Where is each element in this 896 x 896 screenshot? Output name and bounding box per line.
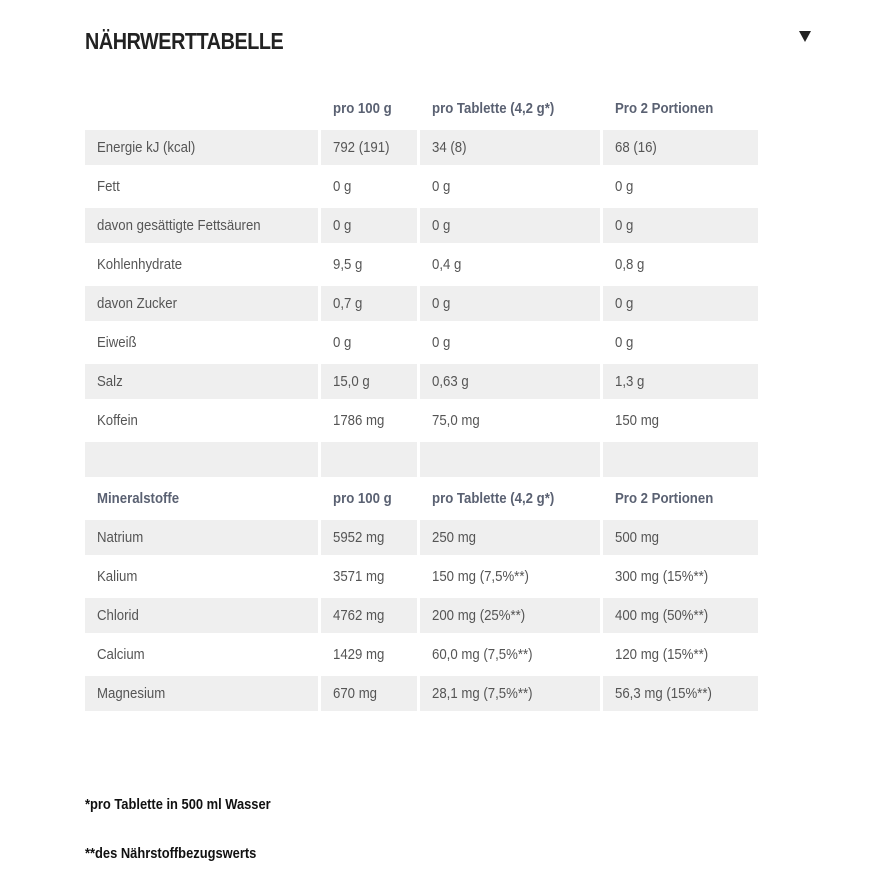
table-cell: 670 mg	[321, 676, 417, 711]
row-label: Calcium	[97, 646, 145, 663]
row-label: davon gesättigte Fettsäuren	[85, 208, 318, 243]
header-cell: Mineralstoffe	[97, 490, 180, 507]
table-cell: 1786 mg	[333, 412, 385, 429]
table-cell: 0 g	[615, 334, 634, 351]
header-cell: pro 100 g	[333, 490, 392, 507]
row-label: Chlorid	[85, 598, 318, 633]
table-cell: 68 (16)	[603, 130, 758, 165]
row-label: Eiweiß	[97, 334, 137, 351]
header-cell	[85, 91, 318, 126]
table-cell: 0 g	[321, 208, 417, 243]
table-cell: 3571 mg	[333, 568, 385, 585]
row-label: Kalium	[97, 568, 138, 585]
table-cell: 250 mg	[420, 520, 600, 555]
table-cell: 15,0 g	[321, 364, 417, 399]
table-cell: 4762 mg	[321, 598, 417, 633]
header-cell: pro Tablette (4,2 g*)	[432, 490, 555, 507]
header-cell: pro Tablette (4,2 g*)	[432, 100, 555, 117]
footnote: **des Nährstoffbezugswerts	[85, 845, 257, 862]
empty-cell	[321, 442, 417, 477]
table-cell: 0 g	[603, 286, 758, 321]
row-label: Salz	[85, 364, 318, 399]
table-row	[85, 325, 758, 360]
table-row	[85, 286, 758, 321]
table-cell: 0 g	[432, 178, 451, 195]
table-spacer-row	[85, 442, 758, 477]
header-cell: Pro 2 Portionen	[615, 100, 714, 117]
table-cell: 56,3 mg (15%**)	[603, 676, 758, 711]
table-cell: 5952 mg	[321, 520, 417, 555]
table-row	[85, 364, 758, 399]
empty-cell	[603, 442, 758, 477]
section-title: NÄHRWERTTABELLE	[85, 28, 284, 54]
table-cell: 0,4 g	[432, 256, 462, 273]
header-cell: Pro 2 Portionen	[615, 490, 714, 507]
table-cell: 0 g	[420, 208, 600, 243]
table-cell: 200 mg (25%**)	[420, 598, 600, 633]
table-row	[85, 130, 758, 165]
nutrition-table	[82, 87, 761, 715]
table-header-row	[85, 91, 758, 126]
table-cell: 300 mg (15%**)	[615, 568, 709, 585]
table-cell: 500 mg	[603, 520, 758, 555]
empty-cell	[85, 442, 318, 477]
table-cell: 0 g	[615, 178, 634, 195]
table-cell: 9,5 g	[333, 256, 363, 273]
row-label: Kohlenhydrate	[97, 256, 183, 273]
table-cell: 34 (8)	[420, 130, 600, 165]
table-cell: 75,0 mg	[432, 412, 480, 429]
table-cell: 0,7 g	[321, 286, 417, 321]
table-cell: 1,3 g	[603, 364, 758, 399]
header-cell: pro 100 g	[333, 100, 392, 117]
empty-cell	[420, 442, 600, 477]
triangle-down-icon	[797, 28, 813, 44]
row-label: Energie kJ (kcal)	[85, 130, 318, 165]
table-cell: 60,0 mg (7,5%**)	[432, 646, 533, 663]
footnote: *pro Tablette in 500 ml Wasser	[85, 796, 271, 813]
section-header	[85, 28, 813, 58]
table-cell: 0 g	[420, 286, 600, 321]
table-cell: 1429 mg	[333, 646, 385, 663]
table-cell: 792 (191)	[321, 130, 417, 165]
row-label: davon Zucker	[85, 286, 318, 321]
table-row	[85, 637, 758, 672]
table-cell: 0,8 g	[615, 256, 645, 273]
table-cell: 150 mg (7,5%**)	[432, 568, 529, 585]
row-label: Fett	[97, 178, 120, 195]
collapse-toggle-button[interactable]	[797, 28, 813, 44]
table-row	[85, 520, 758, 555]
table-cell: 28,1 mg (7,5%**)	[420, 676, 600, 711]
table-row	[85, 676, 758, 711]
table-cell: 400 mg (50%**)	[603, 598, 758, 633]
table-cell: 0 g	[333, 178, 352, 195]
table-cell: 150 mg	[615, 412, 660, 429]
table-row	[85, 559, 758, 594]
minerals-header-row	[85, 481, 758, 516]
table-cell: 120 mg (15%**)	[615, 646, 709, 663]
row-label: Natrium	[85, 520, 318, 555]
row-label: Magnesium	[85, 676, 318, 711]
table-row	[85, 598, 758, 633]
row-label: Koffein	[97, 412, 138, 429]
table-row	[85, 403, 758, 438]
table-cell: 0 g	[333, 334, 352, 351]
table-row	[85, 208, 758, 243]
table-row	[85, 169, 758, 204]
table-cell: 0,63 g	[420, 364, 600, 399]
table-row	[85, 247, 758, 282]
table-cell: 0 g	[603, 208, 758, 243]
table-cell: 0 g	[432, 334, 451, 351]
